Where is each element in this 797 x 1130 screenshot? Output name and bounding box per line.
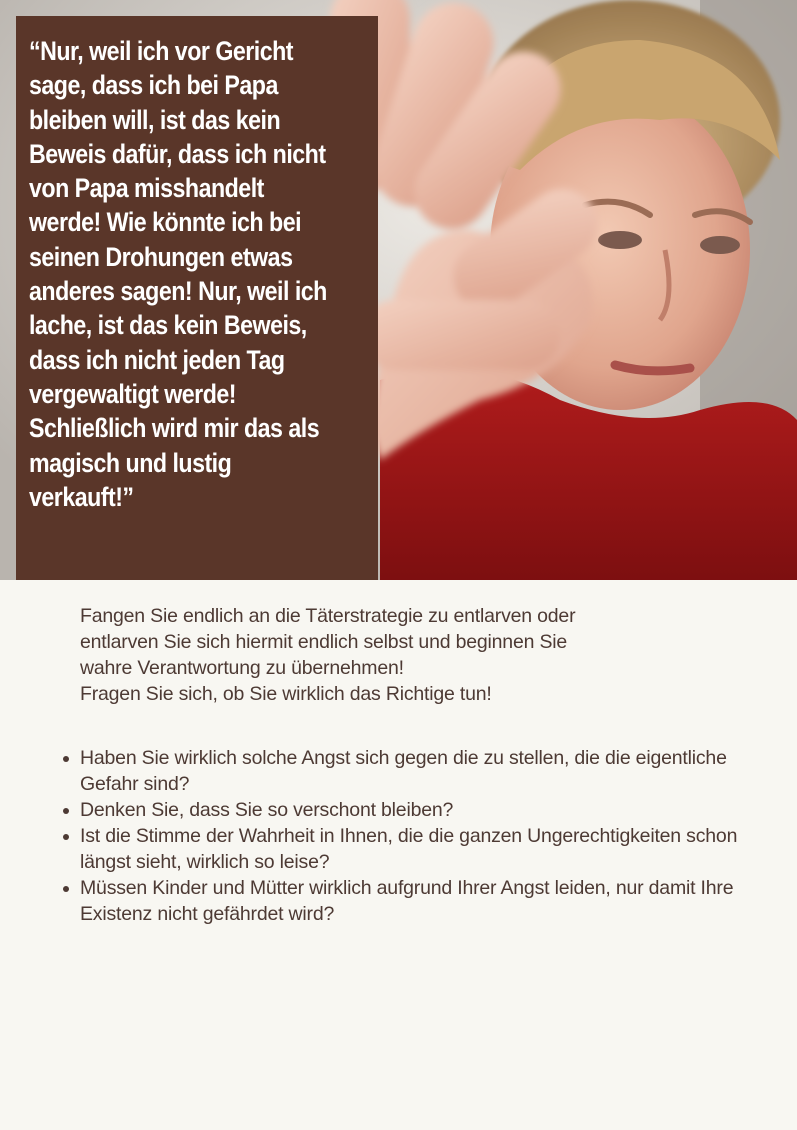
intro-paragraph: Fangen Sie endlich an die Täterstrategie zu entlarven oder entlarven Sie sich hiermit endlich selbst und beginnen Sie wahre Verantwortung zu übernehmen! Fragen Sie sich, ob Sie wirklich das Richtige tun!: [80, 605, 576, 705]
list-item: Haben Sie wirklich solche Angst sich gegen die zu stellen, die die eigentliche Gefahr sind?: [80, 745, 770, 797]
list-item: Müssen Kinder und Mütter wirklich aufgrund Ihrer Angst leiden, nur damit Ihre Existenz nicht gefährdet wird?: [80, 875, 770, 927]
question-list: [80, 745, 770, 927]
list-item: Denken Sie, dass Sie so verschont bleiben?: [80, 797, 770, 823]
list-item: Ist die Stimme der Wahrheit in Ihnen, die die ganzen Ungerechtigkeiten schon längst sieht, wirklich so leise?: [80, 823, 770, 875]
quote-box: [16, 16, 378, 580]
quote-text: “Nur, weil ich vor Gericht sage, dass ich bei Papa bleiben will, ist das kein Beweis dafür, dass ich nicht von Papa misshandelt werde! Wie könnte ich bei seinen Drohungen etwas anderes sagen! Nur, weil ich lache, ist das kein Beweis, dass ich nicht jeden Tag vergewaltigt werde! Schließlich wird mir das als magisch und lustig verkauft!”: [29, 36, 327, 512]
